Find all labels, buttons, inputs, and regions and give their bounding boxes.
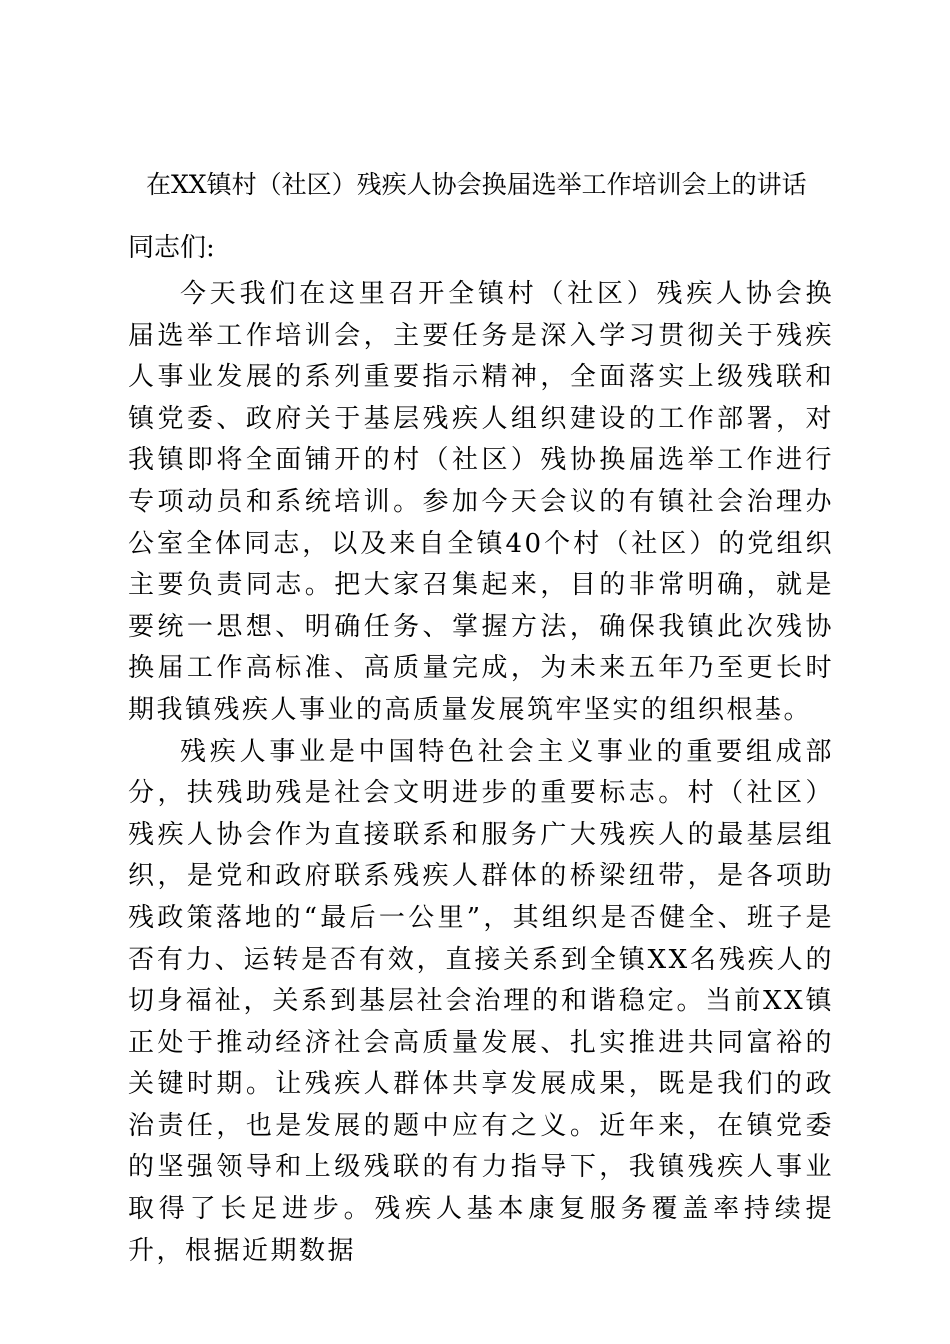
document-body	[128, 274, 834, 1272]
document-title: 在XX镇村（社区）残疾人协会换届选举工作培训会上的讲话	[146, 170, 807, 199]
salutation: 同志们:	[128, 233, 215, 263]
paragraph-2: 残疾人事业是中国特色社会主义事业的重要组成部分，扶残助残是社会文明进步的重要标志。村（社区）残疾人协会作为直接联系和服务广大残疾人的最基层组织，是党和政府联系残疾人群体的桥梁纽带，是各项助残政策落地的“最后一公里”，其组织是否健全、班子是否有力、运转是否有效，直接关系到全镇XX名残疾人的切身福祉，关系到基层社会治理的和谐稳定。当前XX镇正处于推动经济社会高质量发展、扎实推进共同富裕的关键时期。让残疾人群体共享发展成果，既是我们的政治责任，也是发展的题中应有之义。近年来，在镇党委的坚强领导和上级残联的有力指导下，我镇残疾人事业取得了长足进步。残疾人基本康复服务覆盖率持续提升，根据近期数据	[128, 736, 834, 1266]
paragraph-1: 今天我们在这里召开全镇村（社区）残疾人协会换届选举工作培训会，主要任务是深入学习贯彻关于残疾人事业发展的系列重要指示精神，全面落实上级残联和镇党委、政府关于基层残疾人组织建设的工作部署，对我镇即将全面铺开的村（社区）残协换届选举工作进行专项动员和系统培训。参加今天会议的有镇社会治理办公室全体同志，以及来自全镇40个村（社区）的党组织主要负责同志。把大家召集起来，目的非常明确，就是要统一思想、明确任务、掌握方法，确保我镇此次残协换届工作高标准、高质量完成，为未来五年乃至更长时期我镇残疾人事业的高质量发展筑牢坚实的组织根基。	[128, 279, 834, 725]
